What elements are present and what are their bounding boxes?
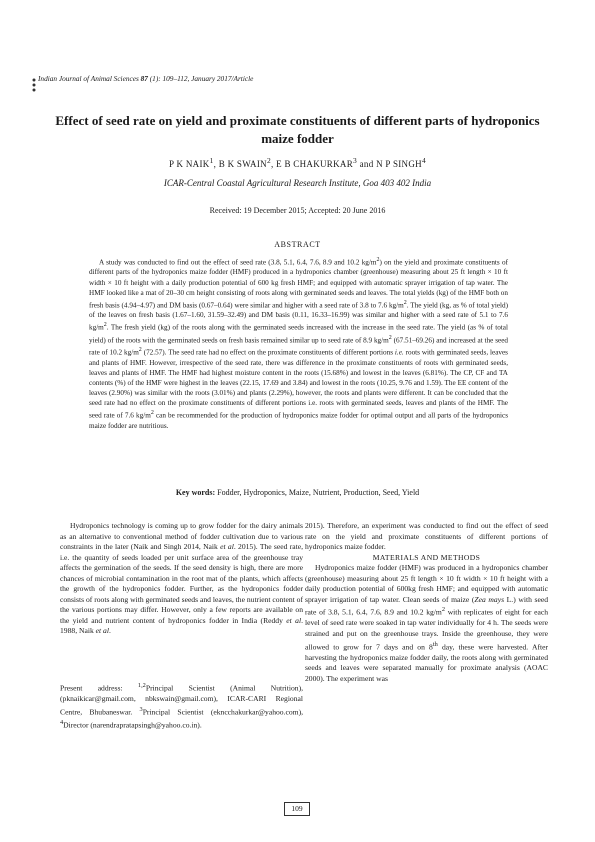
journal-logo-icon [30,77,38,93]
journal-volume: 87 [140,74,148,83]
article-title: Effect of seed rate on yield and proximate constituents of different parts of hydroponics maize fodder [55,113,540,146]
superscript: th [432,640,438,648]
abstract-italic: i.e. [394,348,404,357]
superscript: 2 [403,299,407,306]
abstract-segment: A study was conducted to find out the effect of seed rate (3.8, 5.1, 6.4, 7.6, 8.9 and 10.2 kg/m [99,258,377,267]
body-italic: et al [95,626,109,636]
abstract-segment: (67.51–69.26) and increased at the seed rate of 10.2 kg/m [89,336,508,357]
abstract-heading: ABSTRACT [274,240,321,249]
body-segment: . 1988, Naik [60,615,303,636]
body-segment: L.) with seed rate of 3.8, 5.1, 6.4, 7.6, 8.9 and 10.2 kg/m [305,594,548,617]
author-list [40,156,555,169]
superscript: 4 [60,718,64,726]
journal-issue-pages: (1): 109–112, January 2017/Article [149,74,254,83]
journal-citation [38,74,558,83]
intro-paragraph [60,521,303,637]
author-sup: 1 [209,156,214,165]
body-segment: . 2015). The seed rate, i.e. the quantity of seeds loaded per unit surface area of the greenhouse tray affects the germination of the seeds. If the seed density is high, there are more chances of microbial contamination in the root mat of the plants, which affects the growth of the hydroponics fodder. Further, as the hydroponics fodder consists of roots along with germinated seeds and leaves, the nutrient content of the various portions may differ. However, only a few reports are available on the yield and nutrient content of hydroponics fodder in India (Reddy [60,542,304,625]
body-italic: et al [220,542,234,552]
body-italic: et al [286,615,302,625]
abstract-segment: roots with germinated seeds, leaves and plants of HMF. However, irrespective of the seed rate, there was difference in the proximate constituents of roots with germinated seeds, leaves and plants of HMF. The HMF had highest moisture content in the roots (15.68%) and lowest in the leaves (6.81%). The CP, CF and TA contents (%) of the HMF were highest in the leaves (22.15, 17.69 and 3.84) and lowest in the roots (10.25, 9.76 and 1.59). The EE content of the leaves (2.90%) was similar with the roots (3.01%) and plants (2.29%), however, the roots and plants were different. It can be concluded that the seed rate had no effect on the proximate constituents of different portions i.e. roots with germinated seeds, leaves and plants of the HMF. The seed rate of 7.6 kg/m [89,348,508,420]
footnote-segment: Principal Scientist (ekncchakurkar@yahoo.com), [142,707,303,717]
body-segment: . [108,626,111,636]
author-and: and [357,159,377,169]
body-column-right [305,521,548,684]
body-italic: Zea mays [474,594,505,604]
section-heading: MATERIALS AND METHODS [372,552,481,562]
abstract-segment: . The yield (kg, as % of total yield) of the leaves on fresh basis (1.67–1.60, 31.59–32.49) and DM basis (0.11, 16.33–16.99) was similar and higher with a seed rate of 5.1 to 7.6 kg/m [89,301,508,332]
abstract-segment: . The fresh yield (kg) of the roots along with the germinated seeds increased with the increase in the seed rate. The yield (as % of total yield) of the roots with the germinated seeds on fresh basis remained similar up to seed rate of 8.9 kg/m [89,323,508,345]
abstract-text [89,255,508,431]
author-name: N P SINGH [376,159,422,169]
author-name: P K NAIK [168,159,210,169]
author-sup: 4 [421,156,427,165]
footnote-segment: Principal Scientist (Animal Nutrition), (pknaikicar@gmail.com, nbkswain@gmail.com), ICAR-CARI Regional Centre, Bhubaneswar. [60,683,303,717]
superscript: 2 [138,347,142,354]
superscript: 2 [103,322,107,329]
superscript: 2 [388,334,392,341]
author-separator: , [213,159,219,169]
body-segment: with replicates of eight for each level of seed rate were soaked in tap water individually for 4 h. The seeds were strained and put on the greenhouse trays. Inside the greenhouse, they were allowed to grow for 7 days and on 8 [305,607,548,652]
author-name: E B CHAKURKAR [276,159,354,169]
superscript: 2 [150,410,154,417]
page-number: 109 [284,802,310,816]
abstract-segment: ) on the yield and proximate constituents of different parts of the hydroponics maize fodder (HMF) produced in a hydroponics chamber (greenhouse) measuring about 25 ft length × 10 ft width × 10 ft height with a daily production potential of 600 kg fresh HMF; and equipped with automatic sprayer irrigation of tap water. The HMF looked like a mat of 20–30 cm height consisting of roots along with germinated seeds and leaves. The total yields (kg) of the HMF both on fresh basis (4.94–4.97) and DM basis (0.67–0.64) were similar and higher with a seed rate of 3.8 to 7.6 kg/m [89,258,508,310]
intro-continuation: 2015). Therefore, an experiment was conducted to find out the effect of seed rate on the yield and proximate constituents of different portions of hydroponics maize fodder. [305,521,548,552]
methods-paragraph [305,563,548,684]
abstract-segment: (72.57). The seed rate had no effect on the proximate constituents of different portions [141,348,395,357]
superscript: 2 [376,257,380,263]
author-sup: 3 [353,156,358,165]
author-sup: 2 [266,156,271,165]
superscript: 1,2 [137,682,146,689]
keywords-label: Key words: [175,488,216,497]
affiliation: ICAR-Central Coastal Agricultural Research Institute, Goa 403 402 India [163,178,432,188]
author-separator: , [271,159,277,169]
abstract-segment: can be recommended for the production of hydroponics maize fodder for optimal output and all parts of the hydroponics maize fodder are nutritious. [89,411,508,430]
superscript: 2 [441,606,445,614]
author-name: B K SWAIN [218,159,267,169]
body-segment: Hydroponics technology is coming up to grow fodder for the dairy animals as an alternative to conventional method of fodder cultivation due to various constraints in the later (Naik and Singh 2014, Naik [60,521,303,552]
journal-name: Indian Journal of Animal Sciences [38,74,139,83]
footnote-segment: Director (narendrapratapsingh@yahoo.co.in). [63,720,202,730]
body-column-left [60,521,303,637]
keywords-text: Fodder, Hydroponics, Maize, Nutrient, Production, Seed, Yield [215,488,420,497]
received-accepted-dates: Received: 19 December 2015; Accepted: 20 June 2016 [209,206,386,215]
body-segment: Hydroponics maize fodder (HMF) was produced in a hydroponics chamber (greenhouse) measuring about 25 ft length × 10 ft width × 10 ft height with a daily production potential of 600kg fresh HMF; and equipped with automatic sprayer irrigation of tap water. Clean seeds of maize ( [305,563,548,604]
footnote [60,681,303,731]
body-segment: day, these were harvested. After harvesting the hydroponics maize fodder daily, the roots along with germinated seeds and leaves were separated manually for proximate analysis (AOAC 2000). The experiment was [305,642,548,683]
keywords [40,488,555,497]
superscript: 3 [139,705,143,713]
footnote-segment: Present address: [60,683,138,693]
